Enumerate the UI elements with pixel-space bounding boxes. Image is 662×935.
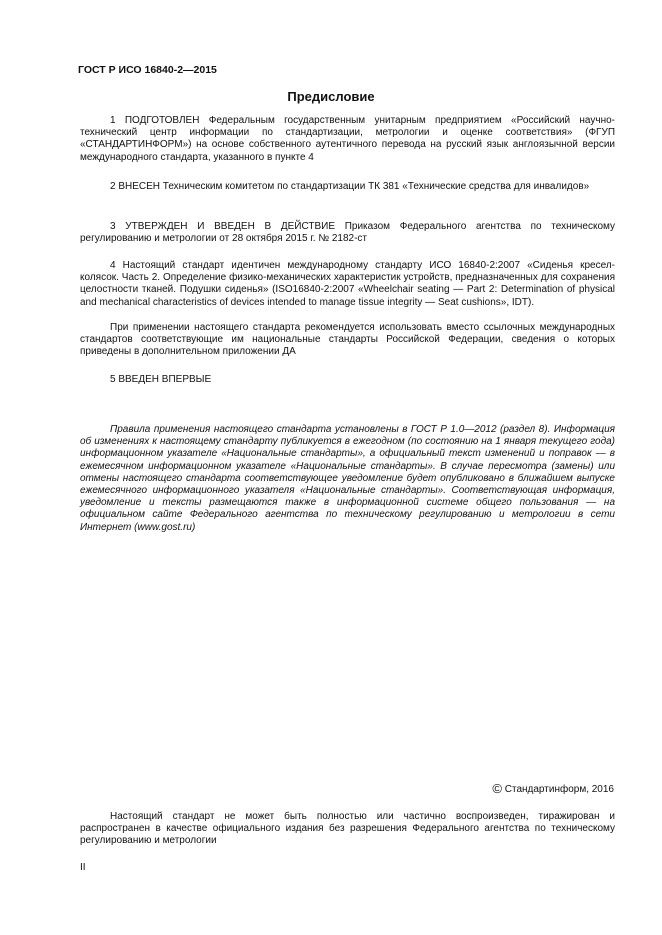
foreword-item-2: 2 ВНЕСЕН Техническим комитетом по стандартизации ТК 381 «Технические средства для инвалидов» [110,181,590,192]
page-number: II [80,862,86,873]
foreword-item-3: 3 УТВЕРЖДЕН И ВВЕДЕН В ДЕЙСТВИЕ Приказом Федерального агентства по техническому регулированию и метрологии от 28 октября 2015 г. № 2182-ст [80,221,615,245]
reproduction-notice: Настоящий стандарт не может быть полностью или частично воспроизведен, тиражирован и распространен в качестве официального издания без разрешения Федерального агентства по техническому регулированию и метрологии [80,811,615,847]
document-header: ГОСТ Р ИСО 16840-2—2015 [78,64,217,76]
foreword-item-4: 4 Настоящий стандарт идентичен международному стандарту ИСО 16840-2:2007 «Сиденья кресел-колясок. Часть 2. Определение физико-механических характеристик устройств, предназначенных для сохранения целостности тканей. Подушки сиденья» (ISO16840-2:2007 «Wheelchair seating — Part 2: Determination of physical and mechanical characteristics of devices intended to manage tissue integrity — Seat cushions», IDT). [80,260,615,308]
usage-notice: Правила применения настоящего стандарта установлены в ГОСТ Р 1.0—2012 (раздел 8). Информация об изменениях к настоящему стандарту публикуется в ежегодном (по состоянию на 1 января текущего года) информационном указателе «Национальные стандарты», а официальный текст изменений и поправок — в ежемесячном информационном указателе «Национальные стандарты». В случае пересмотра (замены) или отмены настоящего стандарта соответствующее уведомление будет опубликовано в ближайшем выпуске ежемесячного информационного указателя «Национальные стандарты». Соответствующая информация, уведомление и тексты размещаются также в информационной системе общего пользования — на официальном сайте Федерального агентства по техническому регулированию и метрологии в сети Интернет (www.gost.ru) [80,424,615,533]
page-title: Предисловие [287,89,375,104]
copyright-line: © Стандартинформ, 2016 [492,781,614,796]
foreword-item-1: 1 ПОДГОТОВЛЕН Федеральным государственным унитарным предприятием «Российский научно-технический центр информации по стандартизации, метрологии и оценке соответствия» (ФГУП «СТАНДАРТИНФОРМ») на основе собственного аутентичного перевода на русский язык англоязычной версии международного стандарта, указанного в пункте 4 [80,115,615,163]
foreword-item-5: 5 ВВЕДЕН ВПЕРВЫЕ [110,374,212,385]
copyright-icon: © [492,781,502,796]
foreword-item-4-note: При применении настоящего стандарта рекомендуется использовать вместо ссылочных международных стандартов соответствующие им национальные стандарты Российской Федерации, сведения о которых приведены в дополнительном приложении ДА [80,322,615,358]
